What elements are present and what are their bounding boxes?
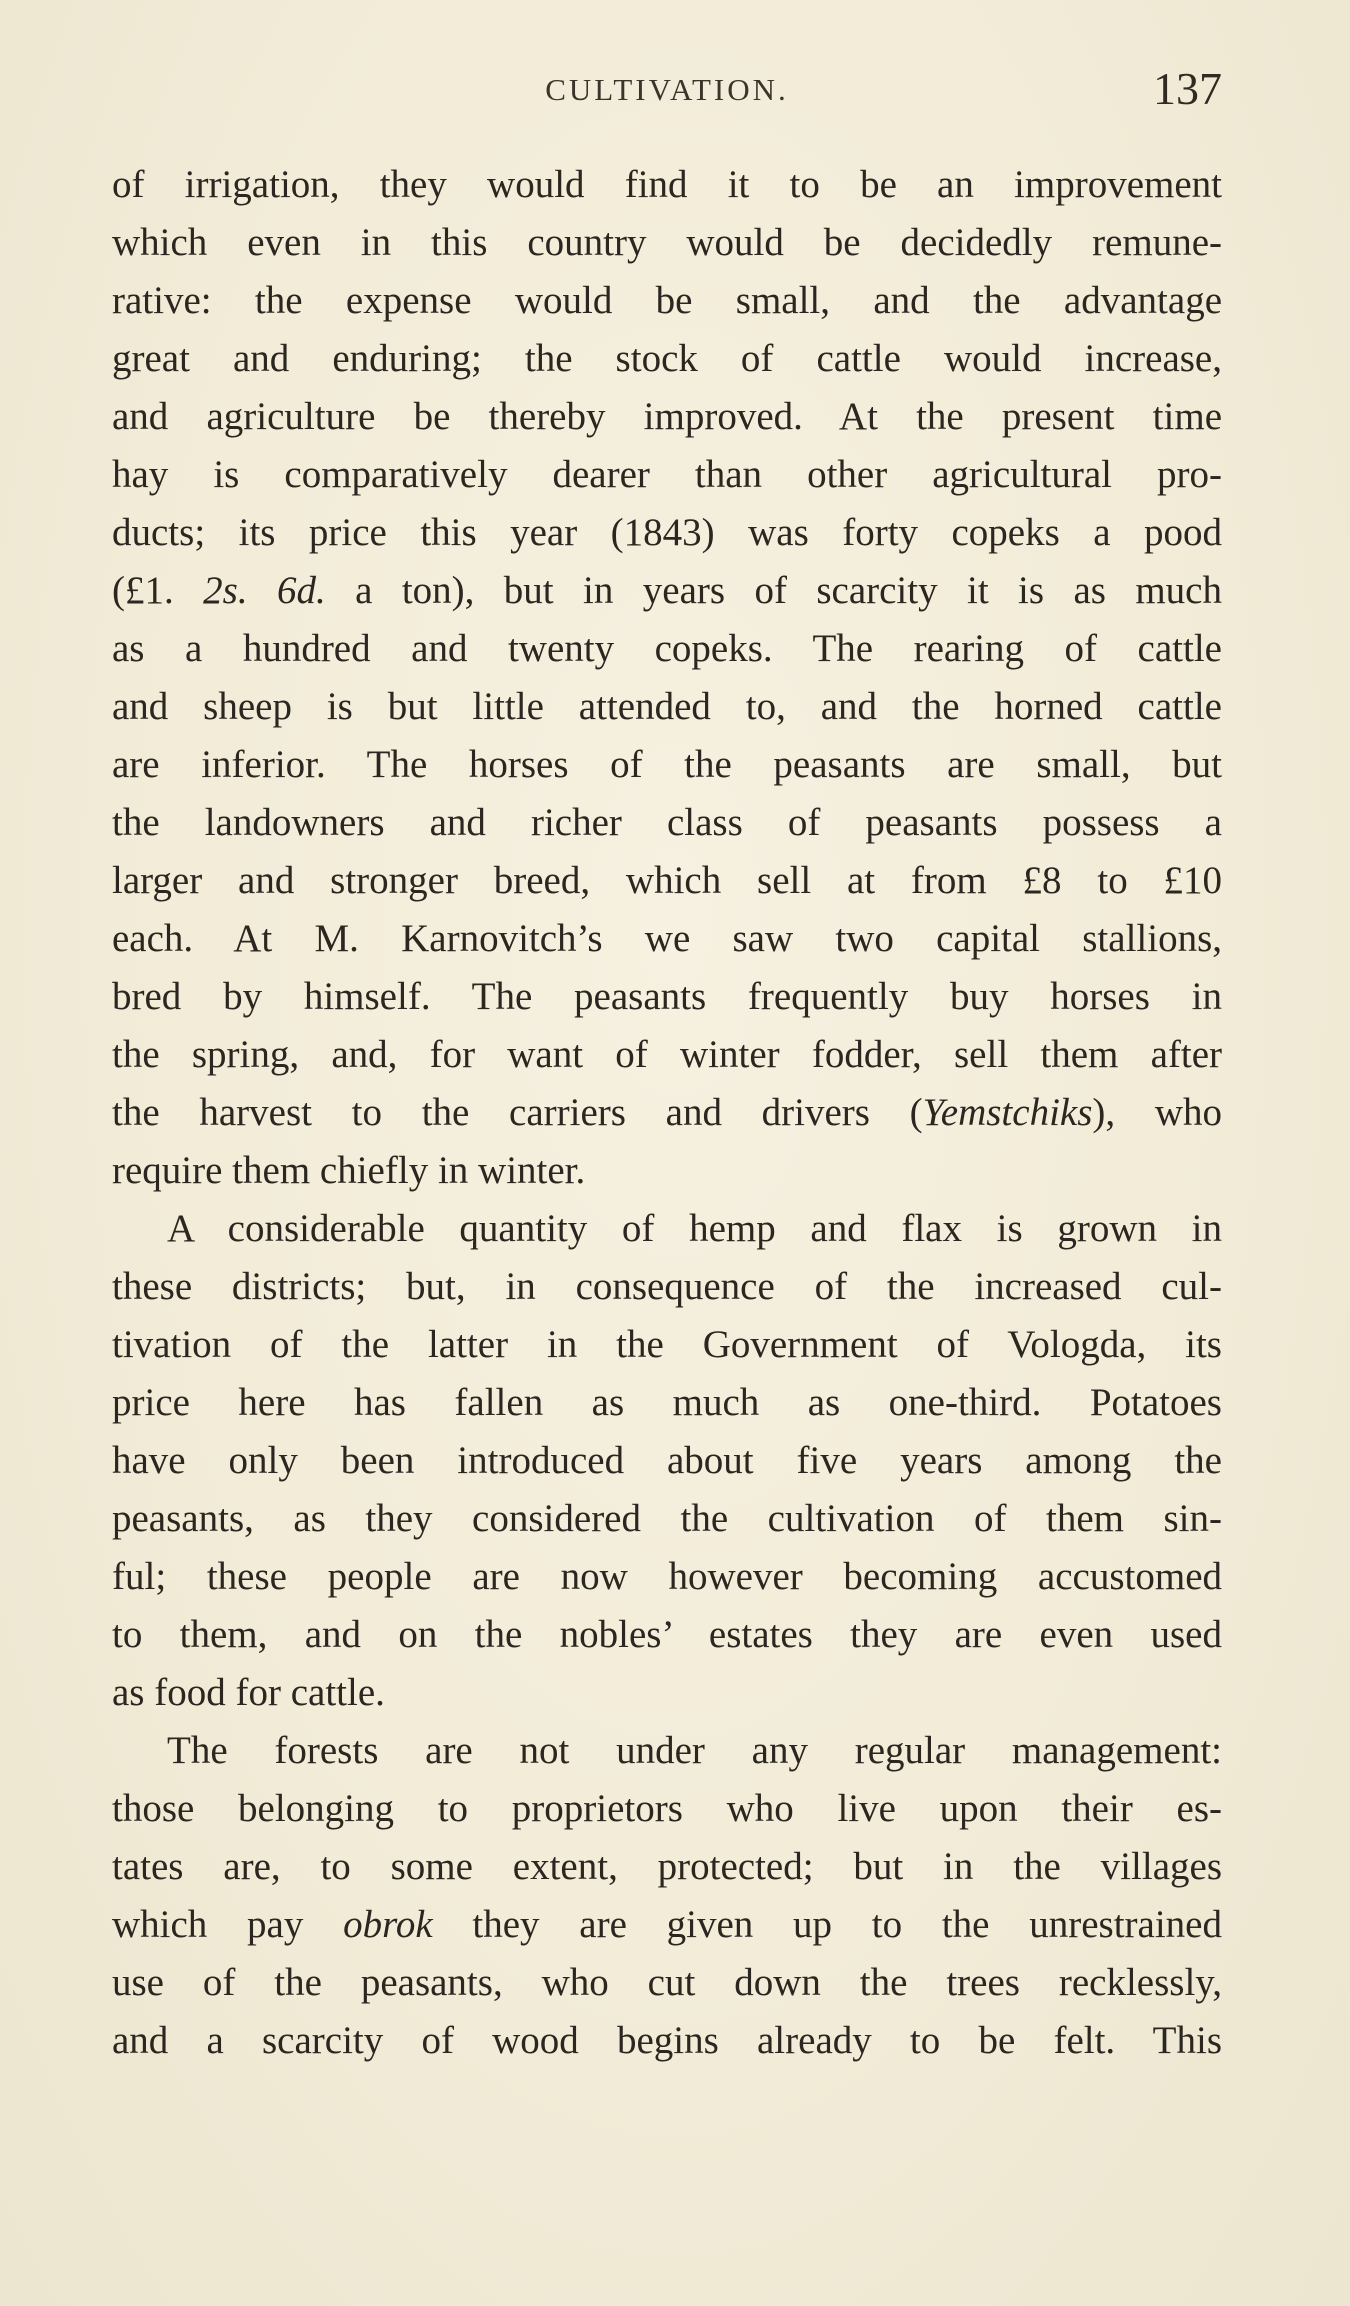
text-line: great and enduring; the stock of cattle would increase, <box>112 337 1222 380</box>
text-line: hay is comparatively dearer than other agricultural pro- <box>112 453 1222 496</box>
text-line: which pay obrok they are given up to the unrestrained <box>112 1903 1222 1946</box>
text-line: price here has fallen as much as one-third. Potatoes <box>112 1381 1222 1424</box>
text-line: and a scarcity of wood begins already to be felt. This <box>112 2019 1222 2062</box>
text-line: The forests are not under any regular management: <box>167 1729 1222 1772</box>
body-text <box>112 156 1222 2070</box>
text-line: are inferior. The horses of the peasants are small, but <box>112 743 1222 786</box>
text-line: use of the peasants, who cut down the trees recklessly, <box>112 1961 1222 2004</box>
text-line: and sheep is but little attended to, and the horned cattle <box>112 685 1222 728</box>
text-line: the harvest to the carriers and drivers (Yemstchiks), who <box>112 1091 1222 1134</box>
running-head <box>112 62 1222 122</box>
text-line: of irrigation, they would find it to be an improvement <box>112 163 1222 206</box>
text-line: each. At M. Karnovitch’s we saw two capital stallions, <box>112 917 1222 960</box>
text-line: to them, and on the nobles’ estates they are even used <box>112 1613 1222 1656</box>
text-line: as food for cattle. <box>112 1671 385 1714</box>
text-line: peasants, as they considered the cultivation of them sin- <box>112 1497 1222 1540</box>
text-line: ful; these people are now however becoming accustomed <box>112 1555 1222 1598</box>
text-line: the spring, and, for want of winter fodder, sell them after <box>112 1033 1222 1076</box>
text-line: ducts; its price this year (1843) was forty copeks a pood <box>112 511 1222 554</box>
text-line: larger and stronger breed, which sell at from £8 to £10 <box>112 859 1222 902</box>
text-line: have only been introduced about five years among the <box>112 1439 1222 1482</box>
text-line: which even in this country would be decidedly remune- <box>112 221 1222 264</box>
text-line: as a hundred and twenty copeks. The rearing of cattle <box>112 627 1222 670</box>
text-line: tivation of the latter in the Government of Vologda, its <box>112 1323 1222 1366</box>
text-line: those belonging to proprietors who live upon their es- <box>112 1787 1222 1830</box>
text-line: these districts; but, in consequence of the increased cul- <box>112 1265 1222 1308</box>
text-line: rative: the expense would be small, and the advantage <box>112 279 1222 322</box>
text-line: tates are, to some extent, protected; but in the villages <box>112 1845 1222 1888</box>
text-line: and agriculture be thereby improved. At the present time <box>112 395 1222 438</box>
text-line: A considerable quantity of hemp and flax is grown in <box>167 1207 1222 1250</box>
text-line: bred by himself. The peasants frequently buy horses in <box>112 975 1222 1018</box>
running-head-title: CULTIVATION. <box>545 72 789 107</box>
text-line: require them chiefly in winter. <box>112 1149 586 1192</box>
page-number: 137 <box>1153 63 1222 114</box>
text-line: the landowners and richer class of peasants possess a <box>112 801 1222 844</box>
text-line: (£1. 2s. 6d. a ton), but in years of scarcity it is as much <box>112 569 1222 612</box>
